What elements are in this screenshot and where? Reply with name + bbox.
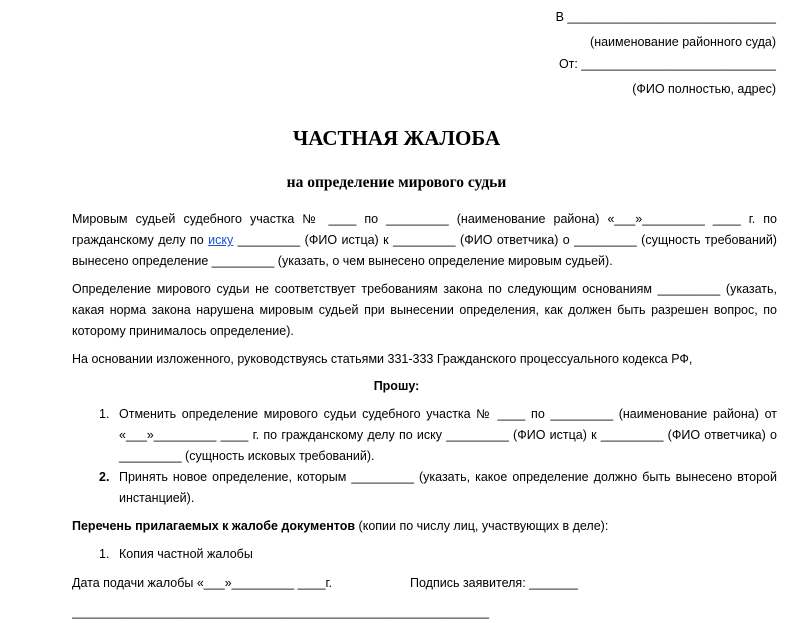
paragraph-text: Мировым судьей судебного участка № ____ по _________ (наименование района) «___»_________ ____ г. по гражданскому делу по — [72, 212, 777, 247]
addressee-court-line: В ______________________________ — [555, 10, 776, 24]
attachments-heading — [72, 516, 777, 537]
request-text: Отменить определение мирового судьи судебного участка № ____ по _________ (наименование района) от «___»_________ ____ г. по гражданскому делу по иску _________ (ФИО истца) к _________ (ФИО ответчика) о _________ (сущность исковых требований). — [119, 407, 777, 463]
paragraph-case-description — [72, 209, 777, 272]
attachment-item — [72, 544, 777, 565]
paragraph-text: _________ (ФИО истца) к _________ (ФИО ответчика) о _________ (сущность требований) вынесено определение _________ (указать, о чем вынесено определение мировым судьей). — [72, 233, 777, 268]
request-item — [72, 467, 777, 509]
document-title: ЧАСТНАЯ ЖАЛОБА — [292, 126, 501, 150]
request-item — [72, 404, 777, 467]
attachment-text: Копия частной жалобы — [119, 547, 253, 561]
paragraph-grounds: Определение мирового судьи не соответствует требованиям закона по следующим основаниям _________ (указать, какая норма закона нарушена мировым судьей при вынесении определения, как должен быть разрешен вопрос, по которому принималось определение). — [72, 282, 777, 338]
signature-line: Подпись заявителя: _______ — [410, 576, 578, 590]
document-subtitle: на определение мирового судьи — [286, 174, 507, 191]
request-heading: Прошу: — [373, 379, 420, 393]
sender-note: (ФИО полностью, адрес) — [632, 82, 776, 96]
paragraph-legal-basis: На основании изложенного, руководствуясь статьями 331-333 Гражданского процессуального кодекса РФ, — [72, 352, 693, 366]
list-number: 1. — [99, 407, 110, 421]
list-number: 2. — [99, 470, 110, 484]
attachments-heading-bold: Перечень прилагаемых к жалобе документов — [72, 519, 356, 533]
filing-date-line: Дата подачи жалобы «___»_________ ____г. — [72, 576, 332, 590]
addressee-court-note: (наименование районного суда) — [590, 35, 776, 49]
sender-line: От: ____________________________ — [558, 57, 776, 71]
attachments-heading-note: (копии по числу лиц, участвующих в деле): — [355, 519, 609, 533]
bottom-blank-line: ____________________________________________________________ — [72, 605, 490, 619]
request-text: Принять новое определение, которым _________ (указать, какое определение должно быть вынесено второй инстанцией). — [119, 470, 777, 505]
list-number: 1. — [99, 547, 110, 561]
lawsuit-link[interactable]: иску — [208, 233, 234, 247]
